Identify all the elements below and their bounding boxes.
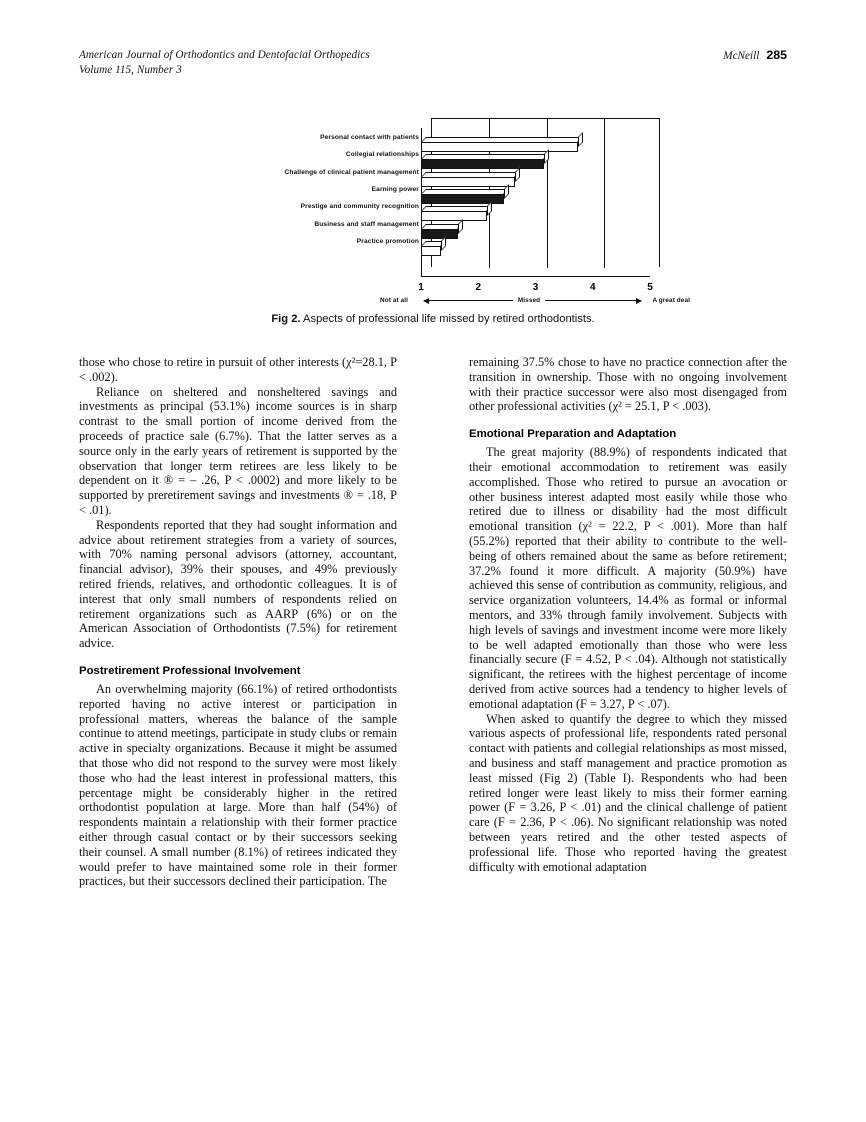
chart-bar <box>421 159 549 169</box>
journal-title <box>79 48 370 77</box>
chart-bar <box>421 229 463 239</box>
chart-bar-front-face <box>421 159 544 169</box>
journal-title-line1: American Journal of Orthodontics and Dentofacial Orthopedics <box>79 49 370 61</box>
running-head <box>79 48 787 78</box>
chart-bar <box>421 246 446 256</box>
body-paragraph: The great majority (88.9%) of respondents indicated that their emotional accommodation to retirement was easily accomplished. Those who retired to pursue an avocation or other business interest adapted most easily while those who retired due to illness or disability had the most difficult emotional transition (χ² = 22.2, P < .001). More than half (55.2%) reported that their ability to contribute to the well-being of others remained about the same as before retirement; 37.2% found it more difficult. A majority (50.9%) have achieved this sense of contribution as community, religious, and service organization volunteers, 14.4% as formal or informal mentors, and 33% through family involvement. Subjects with high levels of savings and investment income were more likely to be well adapted emotionally than those who were less financially secure (F = 4.52, P < .04). Although not statistically significant, the retirees with the highest percentage of income derived from active sources had a tendency to higher levels of emotional adaptation (F = 3.27, P < .07). <box>469 445 787 711</box>
scale-anchor-mid: Missed <box>517 297 541 304</box>
chart-bar <box>421 177 520 187</box>
chart-category-label: Prestige and community recognition <box>300 203 419 211</box>
chart-category-label: Challenge of clinical patient management <box>284 168 419 176</box>
chart-x-tick-label: 2 <box>475 282 482 293</box>
figure-caption-text: Aspects of professional life missed by retired orthodontists. <box>303 313 595 325</box>
chart-bar <box>421 142 583 152</box>
chart-category-label: Personal contact with patients <box>320 134 419 141</box>
body-paragraph: remaining 37.5% chose to have no practice connection after the transition in ownership. Those with no ongoing involvement with their practice successor were also most disengaged from other professional activities (χ² = 25.1, P < .003). <box>469 355 787 414</box>
chart-bars <box>421 128 650 277</box>
right-column <box>469 355 787 1045</box>
chart-bar-front-face <box>421 177 515 187</box>
chart-bar <box>421 211 492 221</box>
body-paragraph: When asked to quantify the degree to which they missed various aspects of professional life, respondents rated personal contact with patients and collegial relationships as most missed, and business and staff management and practice promotion as least missed (Fig 2) (Table I). Respondents who had been retired longer were least likely to miss their former earning power (F = 3.26, P < .01) and the clinical challenge of patient care (F = 2.36, P < .06). No significant relationship was noted between years retired and the other tested aspects of professional life. Those who reported having the greatest difficulty with emotional adaptation <box>469 711 787 874</box>
chart-bar-front-face <box>421 142 578 152</box>
body-paragraph: Reliance on sheltered and nonsheltered savings and investments as principal (53.1%) income sources is in sharp contrast to the small portion of income derived from the proceeds of practice sale (6.7%). That the latter serves as a source only in the early years of retirement is supported by the observation that longer term retirees are less likely to be dependent on it ® = – .26, P < .0002) and more likely to be supported by preretirement savings and investments ® = .18, P < .01). <box>79 384 397 517</box>
chart-x-axis-ticks <box>418 282 664 296</box>
body-paragraph: An overwhelming majority (66.1%) of retired orthodontists reported having no active interest or participation in professional matters, whereas the balance of the sample continue to attend meetings, participate in study clubs or remain active in specialty organizations. Because it might be assumed that those who did not respond to the survey were most likely those who had the least interest in professional matters, this percentage might be considerably higher in the retired orthodontist population at large. More than half (54%) of respondents maintain a relationship with their former practice either through casual contact or by their successors seeking their counsel. A small number (8.1%) of retirees indicated they would prefer to have maintained some role in their former practices, but their successors declined their participation. The <box>79 681 397 889</box>
figure-caption <box>79 312 787 326</box>
chart-category-labels <box>180 134 419 247</box>
body-columns <box>79 355 787 1045</box>
scale-anchor-low: Not at all <box>380 297 408 304</box>
figure-caption-label: Fig 2. <box>271 313 301 325</box>
chart-plot-area <box>421 118 664 282</box>
section-heading: Emotional Preparation and Adaptation <box>469 428 677 441</box>
section-heading: Postretirement Professional Involvement <box>79 664 301 677</box>
body-paragraph: Respondents reported that they had sought information and advice about retirement strategies from a variety of sources, with 70% naming personal advisors (attorney, accountant, financial advisor), 39% their spouses, and 49% previously retired friends, relatives, and orthodontic colleagues. It is of interest that only small numbers of respondents relied on retirement organizations such as AARP (6%) or on the American Association of Orthodontists (7.5%) for retirement advice. <box>79 517 397 651</box>
chart-category-label: Business and staff management <box>314 220 419 228</box>
chart-bar-front-face <box>421 211 487 221</box>
chart-bar-side-face <box>487 201 492 216</box>
right-arrow-icon <box>545 300 641 301</box>
running-head-right <box>723 48 787 64</box>
scale-anchor-high: A great deal <box>652 297 690 304</box>
chart-bar <box>421 194 509 204</box>
figure-2 <box>79 112 787 342</box>
chart-bar-front-face <box>421 246 441 256</box>
journal-volume-line: Volume 115, Number 3 <box>79 63 182 76</box>
body-paragraph: those who chose to retire in pursuit of other interests (χ²=28.1, P < .002). <box>79 355 397 384</box>
author-name: McNeill <box>723 50 760 62</box>
chart-category-label: Practice promotion <box>356 237 419 245</box>
chart-bar-side-face <box>578 132 583 147</box>
chart-bar-side-face <box>515 167 520 182</box>
bar-chart <box>180 112 690 308</box>
chart-x-tick-label: 4 <box>589 282 596 293</box>
left-column <box>79 355 397 1045</box>
chart-category-label: Earning power <box>371 185 419 193</box>
left-arrow-icon <box>424 300 513 301</box>
chart-bar-front-face <box>421 229 458 239</box>
chart-scale-legend <box>380 296 690 308</box>
chart-x-tick-label: 3 <box>532 282 539 293</box>
chart-bar-side-face <box>544 149 549 164</box>
page-number: 285 <box>766 48 787 62</box>
chart-x-tick-label: 1 <box>418 282 424 293</box>
chart-x-tick-label: 5 <box>647 282 653 293</box>
chart-category-label: Collegial relationships <box>345 151 419 159</box>
